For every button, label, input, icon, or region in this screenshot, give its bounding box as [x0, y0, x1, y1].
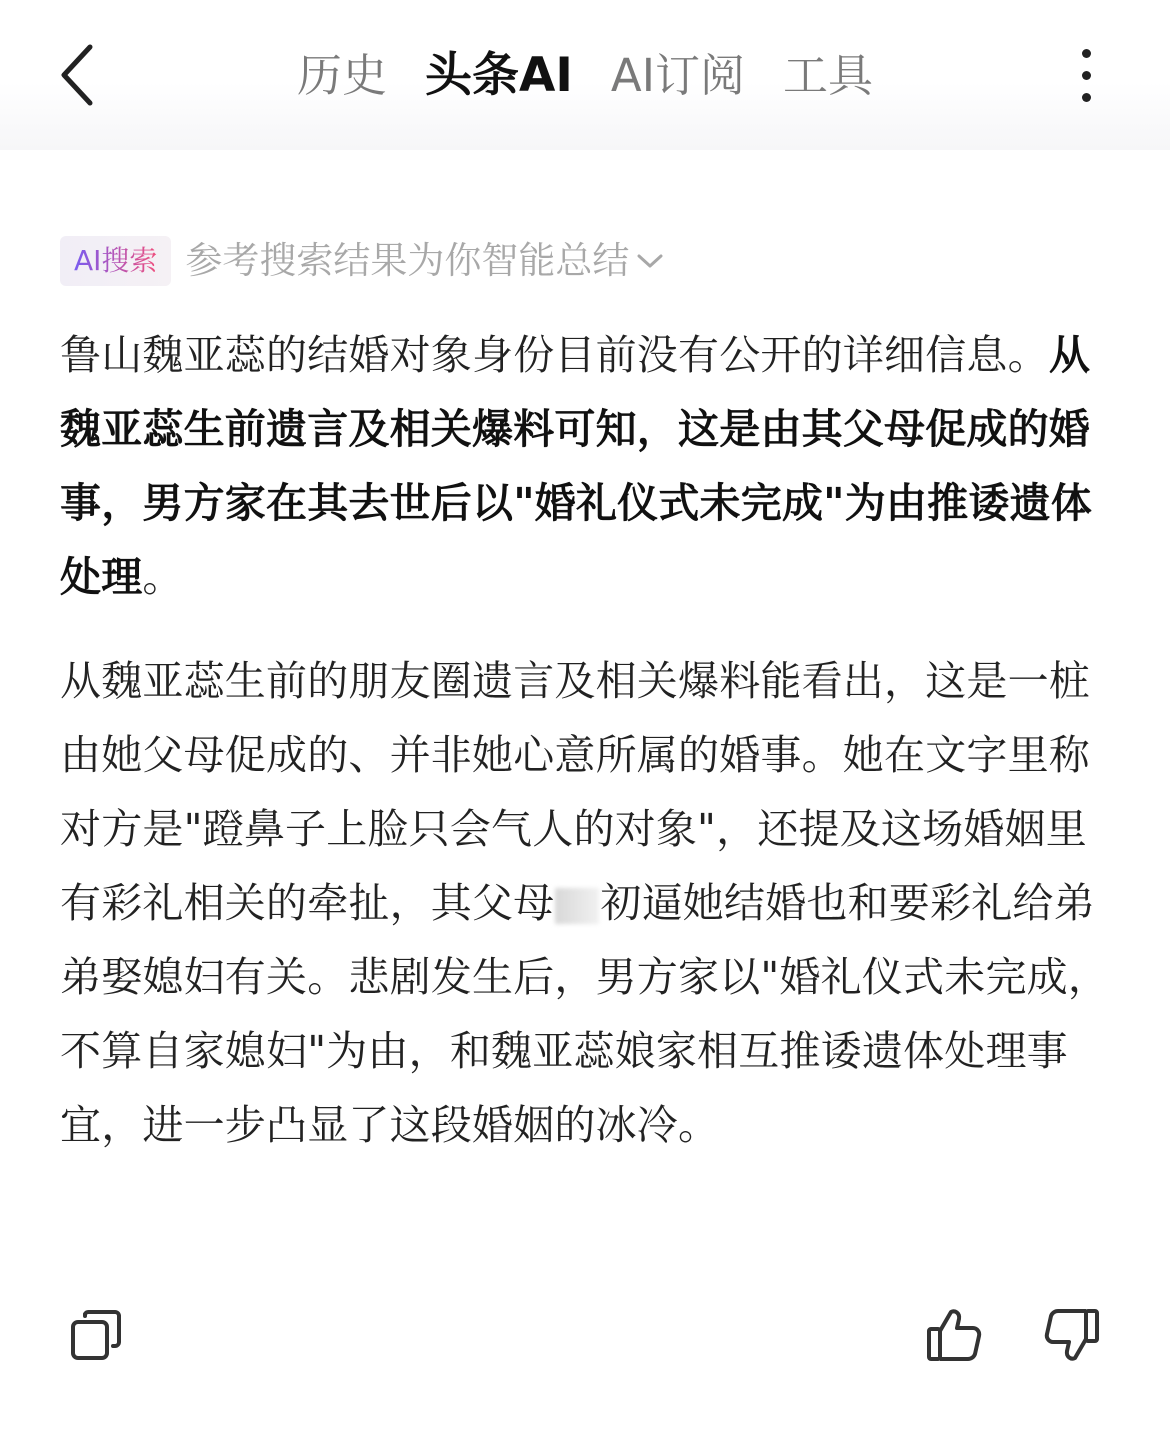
chevron-down-icon: [635, 251, 665, 271]
ai-summary-hint: 参考搜索结果为你智能总结: [185, 239, 630, 282]
top-nav-bar: [0, 0, 1170, 150]
answer-p1-text: 鲁山魏亚蕊的结婚对象身份目前没有公开的详细信息。: [60, 331, 1049, 379]
tab-history[interactable]: 历史: [297, 49, 388, 102]
copy-button[interactable]: [66, 1300, 126, 1370]
vertical-ellipsis-icon: [1082, 49, 1091, 58]
answer-paragraph-2: [60, 644, 1120, 1162]
more-options-button[interactable]: [1066, 40, 1106, 110]
ai-search-badge: [60, 236, 171, 286]
tab-tools[interactable]: 工具: [782, 49, 873, 102]
tab-bar: [0, 44, 1170, 108]
dislike-button[interactable]: [1042, 1300, 1102, 1370]
text-smudge: [555, 888, 599, 924]
answer-p1-end: 。: [142, 553, 184, 601]
copy-icon: [69, 1308, 123, 1362]
answer-actions-bar: [0, 1300, 1170, 1380]
answer-paragraph-1: [60, 318, 1120, 614]
answer-p2-text-b: 初逼她结婚也和要彩礼给弟弟娶媳妇有关。悲剧发生后，男方家以"婚礼仪式未完成，不算自家媳妇"为由，和魏亚蕊娘家相互推诿遗体处理事宜，进一步凸显了这段婚姻的冰冷。: [60, 879, 1110, 1149]
tab-toutiao-ai[interactable]: 头条AI: [425, 48, 573, 103]
answer-p1-highlight: 从魏亚蕊生前遗言及相关爆料可知，这是由其父母促成的婚事，男方家在其去世后以"婚礼仪式未完成"为由推诿遗体处理: [60, 331, 1092, 601]
like-button[interactable]: [924, 1300, 984, 1370]
answer-p2-text-a: 从魏亚蕊生前的朋友圈遗言及相关爆料能看出，这是一桩由她父母促成的、并非她心意所属的婚事。她在文字里称对方是"蹬鼻子上脸只会气人的对象"，还提及这场婚姻里有彩礼相关的牵扯，其父母: [60, 657, 1090, 927]
ai-summary-toggle[interactable]: [185, 236, 665, 286]
ai-search-badge-label: AI搜索: [74, 244, 158, 277]
thumbs-up-icon: [925, 1307, 983, 1363]
ai-search-row: [60, 236, 665, 286]
tab-ai-subscription[interactable]: AI订阅: [610, 49, 745, 102]
thumbs-down-icon: [1043, 1307, 1101, 1363]
